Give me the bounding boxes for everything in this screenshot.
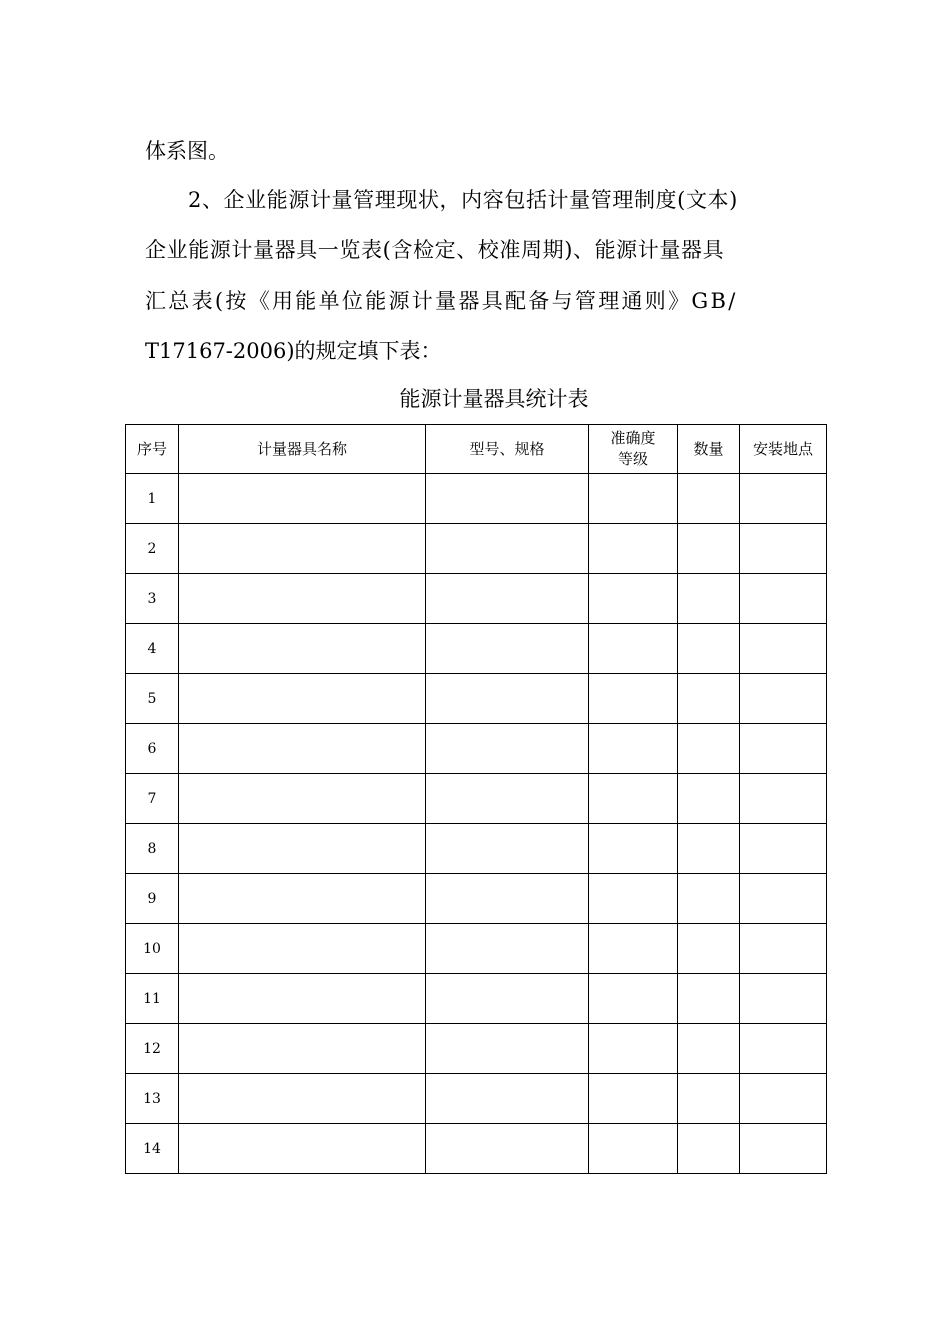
- accuracy-cell[interactable]: [589, 1124, 678, 1174]
- location-cell[interactable]: [740, 474, 827, 524]
- accuracy-cell[interactable]: [589, 774, 678, 824]
- model-cell[interactable]: [426, 624, 589, 674]
- accuracy-cell[interactable]: [589, 924, 678, 974]
- paragraph-line-3: 企业能源计量器具一览表(含检定、校准周期)、能源计量器具: [145, 238, 725, 262]
- name-cell[interactable]: [179, 924, 426, 974]
- model-cell[interactable]: [426, 874, 589, 924]
- quantity-cell[interactable]: [678, 924, 740, 974]
- location-cell[interactable]: [740, 674, 827, 724]
- name-cell[interactable]: [179, 774, 426, 824]
- row-seq-cell: 1: [126, 474, 179, 524]
- model-cell[interactable]: [426, 474, 589, 524]
- row-seq-cell: 10: [126, 924, 179, 974]
- row-seq-cell: 11: [126, 974, 179, 1024]
- header-instrument-name: 计量器具名称: [179, 425, 426, 474]
- model-cell[interactable]: [426, 1074, 589, 1124]
- location-cell[interactable]: [740, 924, 827, 974]
- header-accuracy-line1: 准确度: [610, 429, 656, 447]
- row-seq-cell: 3: [126, 574, 179, 624]
- location-cell[interactable]: [740, 724, 827, 774]
- quantity-cell[interactable]: [678, 574, 740, 624]
- row-seq-cell: 13: [126, 1074, 179, 1124]
- accuracy-cell[interactable]: [589, 574, 678, 624]
- name-cell[interactable]: [179, 574, 426, 624]
- table-row: [126, 1024, 827, 1074]
- model-cell[interactable]: [426, 774, 589, 824]
- accuracy-cell[interactable]: [589, 974, 678, 1024]
- name-cell[interactable]: [179, 474, 426, 524]
- header-model-spec: 型号、规格: [426, 425, 589, 474]
- accuracy-cell[interactable]: [589, 1024, 678, 1074]
- accuracy-cell[interactable]: [589, 1074, 678, 1124]
- location-cell[interactable]: [740, 1074, 827, 1124]
- table-row: [126, 924, 827, 974]
- name-cell[interactable]: [179, 624, 426, 674]
- table-row: [126, 1074, 827, 1124]
- model-cell[interactable]: [426, 1124, 589, 1174]
- row-seq-cell: 2: [126, 524, 179, 574]
- quantity-cell[interactable]: [678, 874, 740, 924]
- row-seq-cell: 6: [126, 724, 179, 774]
- quantity-cell[interactable]: [678, 974, 740, 1024]
- row-seq-cell: 7: [126, 774, 179, 824]
- row-seq-cell: 8: [126, 824, 179, 874]
- location-cell[interactable]: [740, 1024, 827, 1074]
- table-row: [126, 874, 827, 924]
- paragraph-line-1: 体系图。: [145, 139, 229, 163]
- name-cell[interactable]: [179, 524, 426, 574]
- row-seq-cell: 5: [126, 674, 179, 724]
- table-row: [126, 624, 827, 674]
- accuracy-cell[interactable]: [589, 474, 678, 524]
- quantity-cell[interactable]: [678, 724, 740, 774]
- quantity-cell[interactable]: [678, 674, 740, 724]
- name-cell[interactable]: [179, 1074, 426, 1124]
- model-cell[interactable]: [426, 574, 589, 624]
- name-cell[interactable]: [179, 874, 426, 924]
- name-cell[interactable]: [179, 674, 426, 724]
- location-cell[interactable]: [740, 974, 827, 1024]
- row-seq-cell: 9: [126, 874, 179, 924]
- accuracy-cell[interactable]: [589, 724, 678, 774]
- table-row: [126, 824, 827, 874]
- quantity-cell[interactable]: [678, 824, 740, 874]
- model-cell[interactable]: [426, 1024, 589, 1074]
- quantity-cell[interactable]: [678, 474, 740, 524]
- name-cell[interactable]: [179, 1024, 426, 1074]
- table-row: [126, 574, 827, 624]
- table-row: [126, 674, 827, 724]
- table-title: 能源计量器具统计表: [399, 387, 589, 411]
- accuracy-cell[interactable]: [589, 824, 678, 874]
- location-cell[interactable]: [740, 774, 827, 824]
- table-row: [126, 1124, 827, 1174]
- table-row: [126, 774, 827, 824]
- accuracy-cell[interactable]: [589, 874, 678, 924]
- paragraph-line-5: T17167-2006)的规定填下表：: [145, 339, 442, 363]
- quantity-cell[interactable]: [678, 774, 740, 824]
- header-accuracy-grade: [589, 425, 678, 474]
- model-cell[interactable]: [426, 824, 589, 874]
- row-seq-cell: 4: [126, 624, 179, 674]
- model-cell[interactable]: [426, 924, 589, 974]
- accuracy-cell[interactable]: [589, 524, 678, 574]
- model-cell[interactable]: [426, 524, 589, 574]
- quantity-cell[interactable]: [678, 1024, 740, 1074]
- table-row: [126, 474, 827, 524]
- header-install-location: 安装地点: [740, 425, 827, 474]
- meter-statistics-table: [125, 424, 827, 1174]
- row-seq-cell: 12: [126, 1024, 179, 1074]
- header-quantity: 数量: [678, 425, 740, 474]
- header-seq: 序号: [126, 425, 179, 474]
- paragraph-line-4: 汇总表(按《用能单位能源计量器具配备与管理通则》GB/: [145, 289, 738, 313]
- quantity-cell[interactable]: [678, 1074, 740, 1124]
- name-cell[interactable]: [179, 724, 426, 774]
- location-cell[interactable]: [740, 824, 827, 874]
- name-cell[interactable]: [179, 974, 426, 1024]
- row-seq-cell: 14: [126, 1124, 179, 1174]
- location-cell[interactable]: [740, 574, 827, 624]
- location-cell[interactable]: [740, 874, 827, 924]
- table-body: [126, 474, 827, 1174]
- quantity-cell[interactable]: [678, 524, 740, 574]
- name-cell[interactable]: [179, 824, 426, 874]
- table-row: [126, 974, 827, 1024]
- header-accuracy-line2: 等级: [617, 450, 648, 468]
- quantity-cell[interactable]: [678, 1124, 740, 1174]
- name-cell[interactable]: [179, 1124, 426, 1174]
- location-cell[interactable]: [740, 1124, 827, 1174]
- location-cell[interactable]: [740, 524, 827, 574]
- location-cell[interactable]: [740, 624, 827, 674]
- paragraph-line-2: 2、企业能源计量管理现状，内容包括计量管理制度(文本): [188, 188, 738, 212]
- model-cell[interactable]: [426, 674, 589, 724]
- quantity-cell[interactable]: [678, 624, 740, 674]
- model-cell[interactable]: [426, 974, 589, 1024]
- table-header-row: [126, 425, 827, 474]
- accuracy-cell[interactable]: [589, 674, 678, 724]
- accuracy-cell[interactable]: [589, 624, 678, 674]
- table-row: [126, 724, 827, 774]
- model-cell[interactable]: [426, 724, 589, 774]
- table-row: [126, 524, 827, 574]
